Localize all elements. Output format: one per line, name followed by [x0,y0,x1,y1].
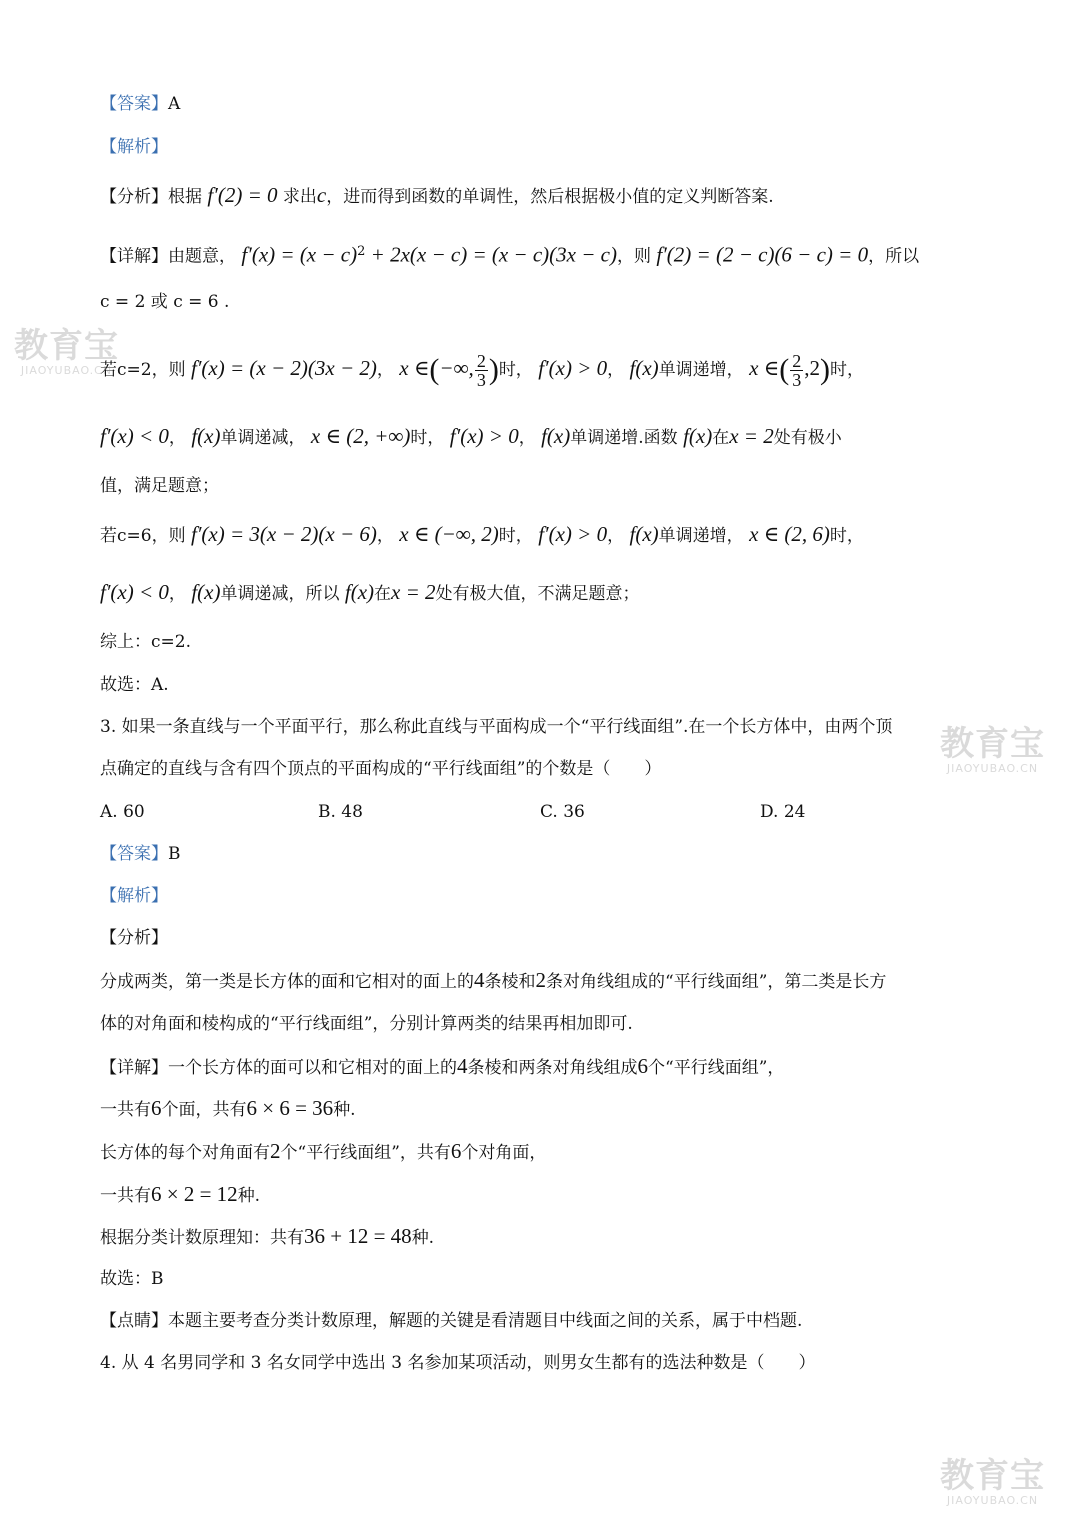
case-text: 时， [498,360,533,380]
math-expr: 2 [809,356,820,380]
q3-stem-2: 点确定的直线与含有四个顶点的平面构成的“平行线面组”的个数是（ ） [100,759,662,779]
option-a: A. 60 [100,802,145,822]
watermark-cn: 教育宝 [940,1456,1045,1496]
math-expr: 6 × 2 = 12 [151,1182,238,1206]
math-expr: f(x) [541,424,571,448]
frac-num: 2 [792,351,802,371]
min-wrap: 值，满足题意； [100,476,219,496]
case-text: 处有极大值，不满足题意； [435,584,640,604]
math-num: 6 [151,1096,162,1120]
fenxi-text: 求出 [282,187,317,207]
math-expr: x ∈ (−∞, 2) [399,522,499,546]
watermark-en: JIAOYUBAO.CN [20,364,113,377]
fenxi-line [100,183,774,209]
fraction [475,352,488,389]
math-num: 6 [637,1054,648,1078]
frac-num: 2 [476,351,486,371]
detail-text: 个“平行线面组”，共有 [280,1143,451,1163]
math-expr: f(x) [629,522,659,546]
case-text: 若c=6，则 [100,526,186,546]
fraction [790,352,803,389]
option-b: B. 48 [318,802,363,822]
case-text: 单调递减，所以 [220,584,340,604]
math-f2: f′(2) = 0 [207,183,278,207]
math-expr: f′(x) > 0 [538,522,608,546]
math-expr: 36 + 12 = 48 [304,1224,412,1248]
q3-detail-4 [100,1182,260,1208]
watermark-cn: 教育宝 [14,326,119,366]
q3-detail-1 [100,1054,784,1080]
math-expr: f′(2) = (2 − c)(6 − c) = 0 [656,242,869,267]
math-expr: x ∈ (2, 6) [749,522,830,546]
comment-tag: 【点睛】 [100,1311,168,1331]
watermark-cn: 教育宝 [940,724,1045,764]
case-text: 单调递增.函数 [570,428,678,448]
paren-close: ) [488,353,499,386]
math-expr: x = 2 [391,580,436,604]
case-text: 单调递增， [658,360,744,380]
math-expr: f′(x) > 0 [449,424,519,448]
detail-text: 个面，共有 [161,1100,247,1120]
case-text: 处有极小 [773,428,842,448]
math-num: 2 [535,968,546,992]
answer-value: B [168,844,181,864]
case-text: 在 [712,428,730,448]
detail-text: ，则 [616,246,651,267]
detail-text: 种. [411,1228,435,1248]
case-text: 若c=2，则 [100,360,186,380]
case-text: 时， [498,526,533,546]
answer-value: A [168,94,181,114]
q3-fenxi-1 [100,968,886,994]
frac-den: 3 [792,370,802,390]
math-expr: f(x) [683,424,713,448]
math-expr: + 2x(x − c) = (x − c)(3x − c) [365,242,617,267]
math-expr: f′(x) < 0 [100,424,169,448]
q4-stem: 4. 从 4 名男同学和 3 名女同学中选出 3 名参加某项活动，则男女生都有的选法种数是（ ） [100,1353,816,1373]
case-text: 单调递增， [658,526,744,546]
detail-text: 种. [333,1100,356,1120]
math-c: c [316,183,327,207]
watermark-en: JIAOYUBAO.CN [946,762,1039,775]
math-expr: f′(x) < 0 [100,580,169,604]
option-d: D. 24 [760,802,806,822]
answer-tag: 【答案】 [100,94,168,114]
detail-line-1 [100,240,919,269]
comma: , [804,356,810,380]
fenxi-text: 条棱和 [484,972,536,992]
math-expr: f(x) [191,580,221,604]
case2-line-2: f′(x) < 0， f(x)单调递减，所以 f(x)在x = 2处有极大值，不满足题意； [100,580,640,604]
fenxi-tag: 【分析】 [100,187,168,207]
q3-detail-2 [100,1096,356,1122]
case-text: 在 [374,584,392,604]
watermark-logo [940,1458,1045,1507]
comment-text: 本题主要考查分类计数原理，解题的关键是看清题目中线面之间的关系，属于中档题. [168,1311,803,1331]
watermark-en: JIAOYUBAO.CN [946,1494,1039,1507]
math-expr: x ∈ [399,356,430,380]
math-expr: f′(x) > 0 [538,356,608,380]
math-expr: f′(x) = (x − 2)(3x − 2) [191,356,377,380]
c-values: c = 2 或 c = 6 . [100,292,230,312]
watermark-logo [14,328,119,377]
math-expr: x = 2 [729,424,774,448]
math-num: 2 [270,1139,281,1163]
math-expr: 6 × 6 = 36 [246,1096,334,1120]
detail-text: ，所以 [868,246,920,267]
frac-den: 3 [476,370,486,390]
case-text: 单调递减， [220,428,306,448]
fenxi-text: 条对角线组成的“平行线面组”，第二类是长方 [546,972,887,992]
math-expr: x ∈ [749,356,780,380]
paren-open: ( [429,353,440,386]
detail-text: 种. [237,1186,261,1206]
comment-line [100,1309,802,1333]
case-text: 时， [829,360,864,380]
fenxi-text: 根据 [168,187,202,207]
q3-detail-5 [100,1224,434,1250]
analysis-tag-q3: 【解析】 [100,886,168,906]
fenxi-tag-q3: 【分析】 [100,928,168,948]
case-text: 时， [829,526,864,546]
math-expr: f(x) [629,356,659,380]
math-num: 4 [457,1054,468,1078]
detail-text: 个“平行线面组”， [648,1058,785,1078]
option-c: C. 36 [540,802,585,822]
choice-q3: 故选：B [100,1269,164,1289]
case-text: 时， [410,428,445,448]
case1-line-2: f′(x) < 0， f(x)单调递减， x ∈ (2, +∞)时， f′(x) > 0， f(x)单调递增.函数 f(x)在x = 2处有极小 [100,424,842,448]
q3-detail-3 [100,1139,546,1165]
math-num: 4 [474,968,485,992]
choice-q2: 故选：A. [100,675,169,695]
detail-text: 个对角面， [461,1143,547,1163]
answer-line [100,92,180,116]
case2-line: 若c=6，则 f′(x) = 3(x − 2)(x − 6)， x ∈ (−∞, 2)时， f′(x) > 0， f(x)单调递增， x ∈ (2, 6)时， [100,522,864,546]
math-expr: f(x) [344,580,375,604]
detail-tag: 【详解】 [100,1058,168,1078]
math-sup: 2 [357,244,366,259]
math-num: 6 [450,1139,462,1163]
math-expr: f(x) [191,424,221,448]
fenxi-text: 分成两类，第一类是长方体的面和它相对的面上的 [100,972,474,992]
case1-line: 若c=2，则 f′(x) = (x − 2)(3x − 2)， x ∈(−∞, $\frac{2}{3}$ )时， f′(x) > 0， f(x)单调递增， x ∈( $\frac{2}{3}$ ,2)时， [100,351,864,390]
math-expr: f′(x) = (x − c) [241,242,358,267]
math-expr: −∞, [439,356,474,380]
answer-line-q3 [100,842,181,866]
detail-tag: 【详解】 [100,246,168,267]
math-expr: f′(x) = 3(x − 2)(x − 6) [191,522,377,546]
math-expr: x ∈ (2, +∞) [310,424,411,448]
detail-text: 一共有 [100,1100,151,1120]
analysis-tag: 【解析】 [100,137,168,157]
paren-close: ) [819,353,830,386]
detail-text: 根据分类计数原理知：共有 [100,1228,304,1248]
fenxi-text: ，进而得到函数的单调性，然后根据极小值的定义判断答案. [326,187,774,207]
q3-stem-1: 3. 如果一条直线与一个平面平行，那么称此直线与平面构成一个“平行线面组”.在一个长方体中，由两个顶 [100,717,893,737]
q3-fenxi-2: 体的对角面和棱构成的“平行线面组”，分别计算两类的结果再相加即可. [100,1014,633,1034]
summary: 综上：c=2. [100,632,191,652]
detail-text: 条棱和两条对角线组成 [467,1058,638,1078]
watermark-logo [940,726,1045,775]
detail-text: 长方体的每个对角面有 [100,1143,270,1163]
detail-text: 一个长方体的面可以和它相对的面上的 [168,1058,457,1078]
answer-tag: 【答案】 [100,844,168,864]
paren-open: ( [779,353,790,386]
detail-text: 由题意， [168,246,236,267]
detail-text: 一共有 [100,1186,151,1206]
